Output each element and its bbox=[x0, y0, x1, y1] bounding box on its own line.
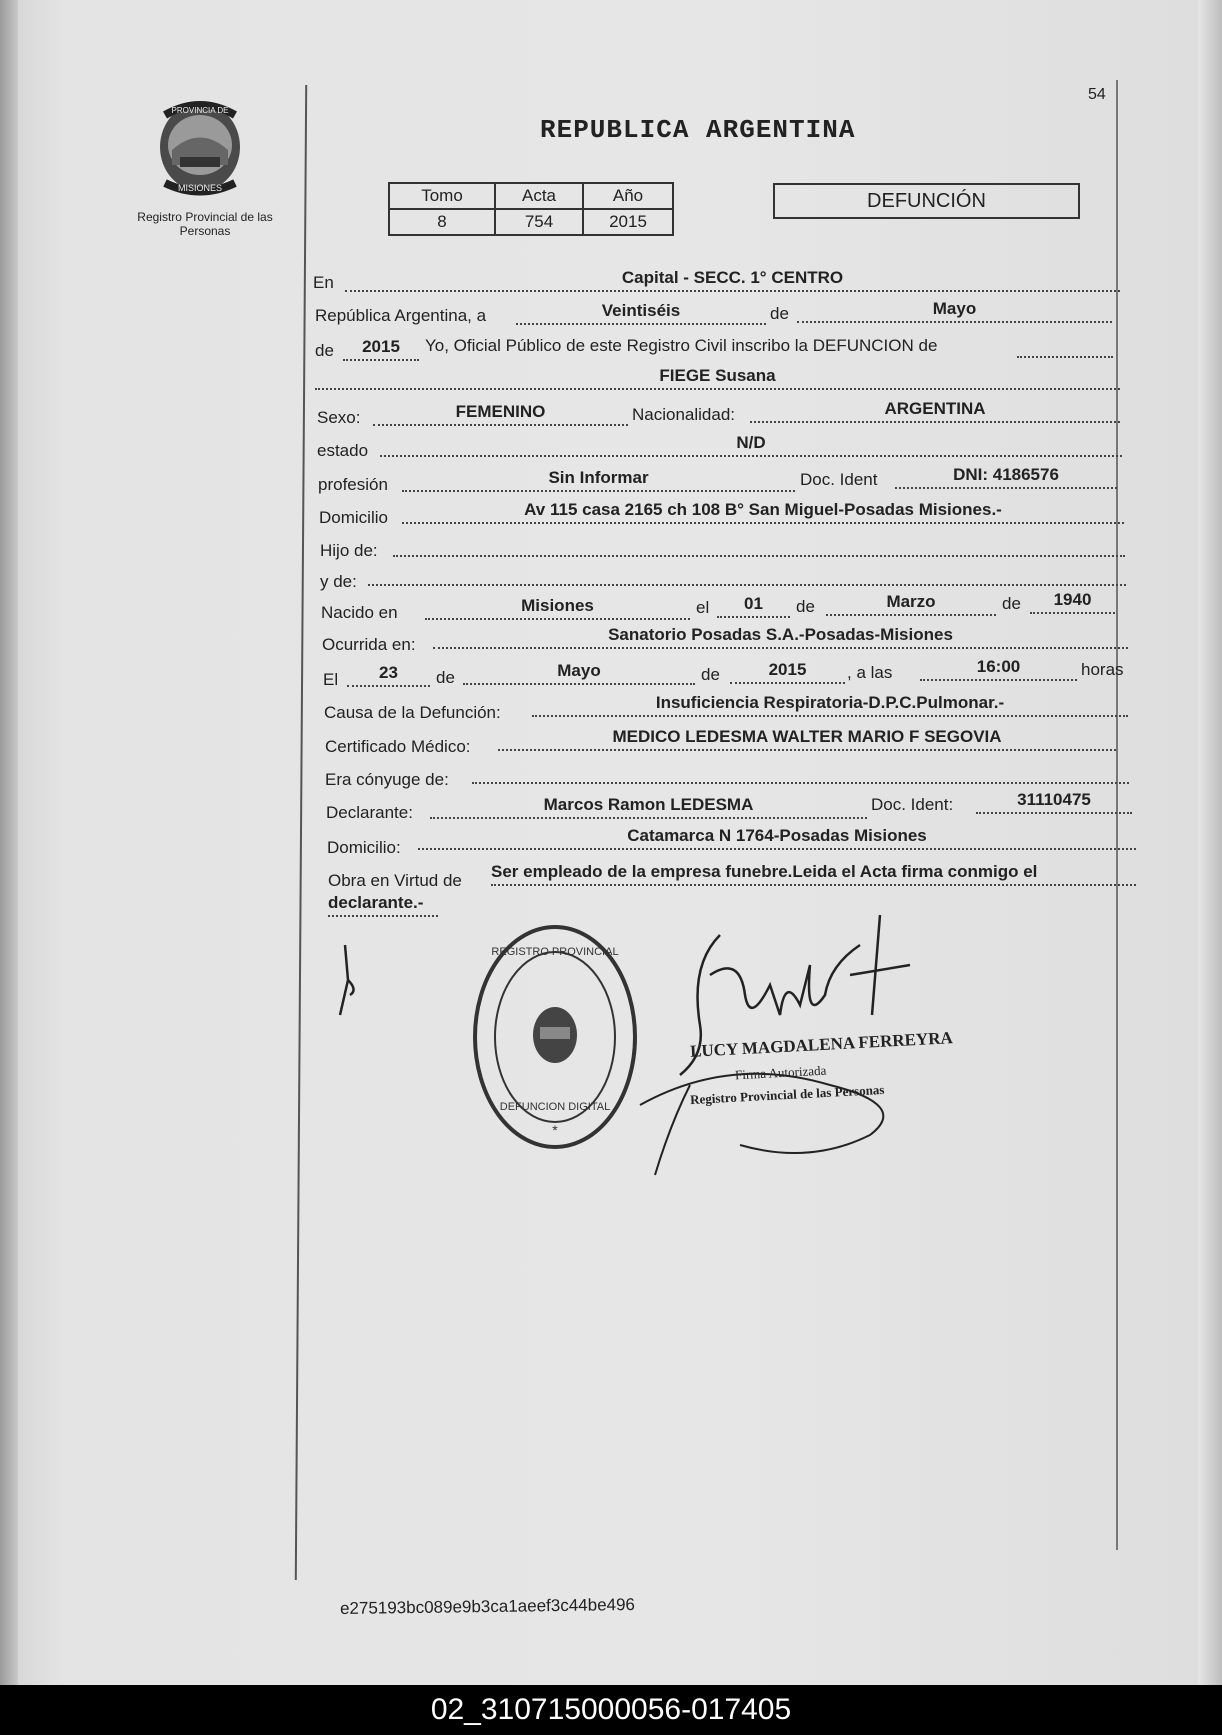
el2-label: El bbox=[323, 670, 339, 689]
death-year: 2015 bbox=[730, 660, 845, 684]
registry-label: Registro Provincial de las Personas bbox=[137, 210, 273, 238]
profesion-value: Sin Informar bbox=[402, 468, 795, 492]
alas-label: , a las bbox=[847, 663, 893, 682]
domicilio-label: Domicilio bbox=[319, 508, 388, 527]
de-label-2: de bbox=[315, 341, 334, 360]
estado-label: estado bbox=[317, 441, 369, 460]
death-time: 16:00 bbox=[920, 657, 1077, 681]
causa-value: Insuficiencia Respiratoria-D.P.C.Pulmonar.- bbox=[532, 693, 1128, 717]
sexo-value: FEMENINO bbox=[373, 402, 628, 426]
conyuge-label: Era cónyuge de: bbox=[325, 770, 449, 789]
doc-label: Doc. Ident bbox=[800, 470, 878, 489]
nacido-year: 1940 bbox=[1030, 590, 1115, 614]
republica-label: República Argentina, a bbox=[315, 306, 487, 325]
ano-header: Año bbox=[583, 183, 673, 209]
svg-text:MISIONES: MISIONES bbox=[177, 183, 223, 193]
de-label-6: de bbox=[701, 665, 720, 684]
declarante-label: Declarante: bbox=[326, 803, 413, 822]
yde-label: y de: bbox=[320, 572, 357, 591]
obra-label: Obra en Virtud de bbox=[328, 871, 462, 890]
signer-role: Firma Autorizada bbox=[734, 1062, 827, 1083]
death-day: 23 bbox=[347, 663, 430, 687]
yo-text: Yo, Oficial Público de este Registro Civil inscribo la DEFUNCION de bbox=[425, 336, 938, 355]
conyuge-value bbox=[472, 760, 1129, 784]
en-label: En bbox=[313, 273, 334, 292]
el-label: el bbox=[696, 598, 710, 617]
ocurrida-value: Sanatorio Posadas S.A.-Posadas-Misiones bbox=[433, 625, 1128, 649]
estado-value: N/D bbox=[380, 433, 1122, 457]
binder-edge bbox=[0, 0, 18, 1685]
nacido-label: Nacido en bbox=[321, 603, 398, 622]
certificado-value: MEDICO LEDESMA WALTER MARIO F SEGOVIA bbox=[498, 727, 1116, 751]
page-number: 54 bbox=[1088, 86, 1106, 103]
profesion-label: profesión bbox=[318, 475, 388, 494]
nacido-place: Misiones bbox=[425, 596, 690, 620]
certificado-label: Certificado Médico: bbox=[325, 737, 471, 756]
document-hash: e275193bc089e9b3ca1aeef3c44be496 bbox=[339, 1594, 636, 1619]
signer-name: LUCY MAGDALENA FERREYRA bbox=[689, 1028, 954, 1061]
yde-value bbox=[368, 562, 1126, 586]
tomo-header: Tomo bbox=[389, 183, 495, 209]
death-month: Mayo bbox=[463, 661, 695, 685]
ano-value: 2015 bbox=[583, 209, 673, 235]
de-label-5: de bbox=[436, 668, 455, 687]
nacido-day: 01 bbox=[717, 594, 790, 618]
en-value: Capital - SECC. 1° CENTRO bbox=[345, 268, 1120, 292]
doc2-label: Doc. Ident: bbox=[871, 795, 954, 814]
acta-value: 754 bbox=[495, 209, 583, 235]
day-words: Veintiséis bbox=[516, 301, 766, 325]
svg-text:REGISTRO PROVINCIAL: REGISTRO PROVINCIAL bbox=[491, 946, 619, 958]
tomo-value: 8 bbox=[389, 209, 495, 235]
page-title: REPUBLICA ARGENTINA bbox=[540, 115, 856, 145]
right-rule bbox=[1116, 80, 1118, 1550]
file-id-bar: 02_310715000056-017405 bbox=[0, 1685, 1222, 1735]
de-label-4: de bbox=[1002, 594, 1021, 613]
record-index-table bbox=[388, 182, 674, 236]
de-label-1: de bbox=[770, 304, 789, 323]
declarante-value: Marcos Ramon LEDESMA bbox=[430, 795, 867, 819]
nacionalidad-label: Nacionalidad: bbox=[632, 405, 736, 424]
nacido-month: Marzo bbox=[826, 592, 996, 616]
ocurrida-label: Ocurrida en: bbox=[322, 635, 416, 654]
nacionalidad-value: ARGENTINA bbox=[750, 399, 1120, 423]
month-value: Mayo bbox=[797, 299, 1112, 323]
doc-value: DNI: 4186576 bbox=[895, 465, 1117, 489]
initial-mark-icon bbox=[330, 940, 360, 1020]
province-logo-icon bbox=[150, 95, 250, 200]
yo-blank bbox=[1017, 334, 1113, 358]
domicilio-value: Av 115 casa 2165 ch 108 B° San Miguel-Posadas Misiones.- bbox=[402, 500, 1124, 524]
de-label-3: de bbox=[796, 597, 815, 616]
doc2-value: 31110475 bbox=[976, 790, 1132, 814]
hijo-label: Hijo de: bbox=[320, 541, 378, 560]
page-edge bbox=[1198, 0, 1222, 1685]
domicilio2-label: Domicilio: bbox=[327, 838, 401, 857]
svg-text:*: * bbox=[552, 1122, 558, 1138]
year-value: 2015 bbox=[343, 337, 419, 361]
signer-org: Registro Provincial de las Personas bbox=[689, 1081, 885, 1108]
obra-value-line2: declarante.- bbox=[328, 893, 438, 917]
hijo-value bbox=[393, 533, 1125, 557]
causa-label: Causa de la Defunción: bbox=[324, 703, 501, 722]
domicilio2-value: Catamarca N 1764-Posadas Misiones bbox=[418, 826, 1136, 850]
record-type-box: DEFUNCIÓN bbox=[773, 183, 1080, 219]
svg-text:PROVINCIA DE: PROVINCIA DE bbox=[171, 106, 229, 115]
obra-value-line1: Ser empleado de la empresa funebre.Leida el Acta firma conmigo el bbox=[491, 862, 1136, 886]
deceased-name: FIEGE Susana bbox=[315, 366, 1120, 390]
svg-text:DEFUNCION DIGITAL: DEFUNCION DIGITAL bbox=[499, 1101, 611, 1113]
acta-header: Acta bbox=[495, 183, 583, 209]
sexo-label: Sexo: bbox=[317, 408, 361, 427]
horas-label: horas bbox=[1081, 660, 1124, 679]
